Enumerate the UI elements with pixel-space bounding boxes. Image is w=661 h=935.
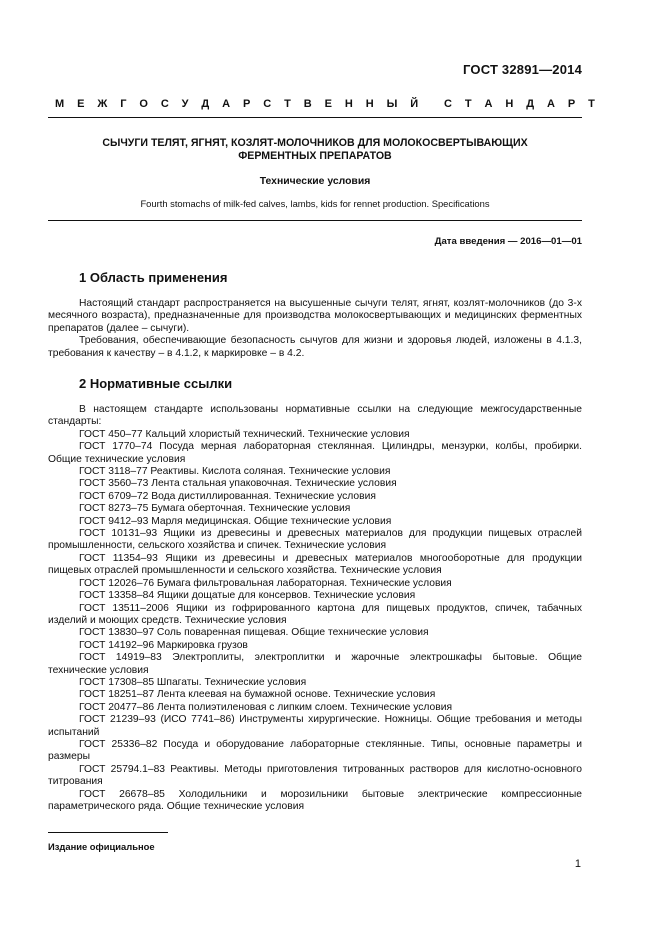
paragraph: Требования, обеспечивающие безопасность сычугов для жизни и здоровья людей, изложены в 4.1.3, требования к качеству – в 4.1.2, к маркировке – в 4.2. [48,335,582,359]
banner-letter: Ж [97,98,108,110]
reference-item: ГОСТ 13511–2006 Ящики из гофрированного картона для пищевых продуктов, спичек, табачных изделий и моющих средств. Технические условия [48,602,582,626]
page-number: 1 [574,858,581,870]
header-divider [48,117,582,118]
reference-item: ГОСТ 1770–74 Посуда мерная лабораторная стеклянная. Цилиндры, мензурки, колбы, пробирки. Общие технические условия [48,441,582,465]
reference-item: ГОСТ 11354–93 Ящики из древесины и древесных материалов многооборотные для продукции пищевых отраслей промышленности и сельского хозяйства. Технические условия [48,552,582,577]
banner-letter: Н [344,98,353,110]
banner-letter: Т [284,98,291,110]
banner-letter: Е [324,98,332,110]
banner-letter: О [139,98,148,110]
banner-letter: В [303,98,312,110]
reference-item: ГОСТ 21239–93 (ИСО 7741–86) Инструменты хирургические. Ножницы. Общие требования и методы испытаний [48,714,582,738]
banner-letter: У [181,98,189,110]
reference-item: ГОСТ 3560–73 Лента стальная упаковочная. Технические условия [79,478,397,490]
banner-letter: Р [567,98,576,110]
banner-letter: С [444,98,452,110]
english-title: Fourth stomachs of milk-fed calves, lambs, kids for rennet production. Specifications [140,198,490,209]
reference-item: ГОСТ 14192–96 Маркировка грузов [79,639,248,651]
reference-item: ГОСТ 26678–85 Холодильники и морозильники бытовые электрические компрессионные параметрического ряда. Общие технические условия [48,788,582,812]
reference-item: ГОСТ 3118–77 Реактивы. Кислота соляная. Технические условия [79,466,391,478]
reference-item: ГОСТ 20477–86 Лента полиэтиленовая с липким слоем. Технические условия [79,701,453,713]
banner-letter: Р [243,98,251,110]
banner-letter: А [546,98,555,110]
reference-item: ГОСТ 6709–72 Вода дистиллированная. Технические условия [79,490,376,502]
reference-item: ГОСТ 13358–84 Ящики дощатые для консервов. Технические условия [79,590,416,602]
standard-code: ГОСТ 32891—2014 [463,62,582,77]
section-2-heading: 2 Нормативные ссылки [79,376,233,391]
banner-letter: Ы [386,98,398,110]
paragraph: Настоящий стандарт распространяется на высушенные сычуги телят, ягнят, козлят-молочников (до 3-х месячного возраста), предназначенные для производства молокосвертывающих и медицинских ферментных препаратов (далее – сычуги). [48,298,582,334]
standard-banner [55,98,595,110]
reference-item: ГОСТ 10131–93 Ящики из древесины и древесных материалов для продукции пищевых отраслей промышленности, сельского хозяйства и спичек. Технические условия [48,528,582,552]
title-line-2: ФЕРМЕНТНЫХ ПРЕПАРАТОВ [238,150,392,162]
banner-letter: Н [365,98,374,110]
reference-item: ГОСТ 18251–87 Лента клеевая на бумажной основе. Технические условия [79,689,436,701]
banner-letter: М [55,98,65,110]
banner-letter: Д [526,98,535,110]
reference-item: ГОСТ 12026–76 Бумага фильтровальная лабораторная. Технические условия [79,577,452,589]
section-1-heading: 1 Область применения [79,270,228,285]
section-1-body [48,298,582,360]
banner-letter: Е [77,98,85,110]
banner-letter: Г [120,98,127,110]
footer-divider [48,832,168,833]
banner-letter: Д [201,98,210,110]
paragraph: В настоящем стандарте использованы нормативные ссылки на следующие межгосударственные стандарты: [48,404,582,428]
reference-item: ГОСТ 8273–75 Бумага оберточная. Технические условия [79,503,351,515]
reference-item: ГОСТ 9412–93 Марля медицинская. Общие технические условия [79,515,392,527]
document-subtitle: Технические условия [259,176,371,187]
reference-item: ГОСТ 14919–83 Электроплиты, электроплитки и жарочные электрошкафы бытовые. Общие технические условия [48,652,582,676]
banner-letter: С [160,98,169,110]
section-2-body [48,404,582,813]
reference-item: ГОСТ 25794.1–83 Реактивы. Методы приготовления титрованных растворов для кислотно-основного титрования [48,763,582,788]
reference-item: ГОСТ 450–77 Кальций хлористый технический. Технические условия [79,428,410,440]
reference-item: ГОСТ 17308–85 Шпагаты. Технические условия [79,676,307,688]
banner-letter: Н [505,98,514,110]
banner-letter: Й [410,98,419,110]
reference-item: ГОСТ 25336–82 Посуда и оборудование лабораторные стеклянные. Типы, основные параметры и размеры [48,738,582,763]
banner-letter: Т [588,98,595,110]
title-line-1: СЫЧУГИ ТЕЛЯТ, ЯГНЯТ, КОЗЛЯТ-МОЛОЧНИКОВ ДЛЯ МОЛОКОСВЕРТЫВАЮЩИХ [102,137,528,149]
banner-letter: Т [464,98,472,110]
date-of-introduction: Дата введения — 2016—01—01 [434,236,582,247]
banner-letter: С [263,98,272,110]
official-edition-label: Издание официальное [48,841,155,852]
banner-letter: А [484,98,493,110]
banner-letter: А [222,98,231,110]
normative-references-list [48,429,582,814]
title-divider [48,220,582,221]
reference-item: ГОСТ 13830–97 Соль поваренная пищевая. Общие технические условия [79,627,429,639]
document-title [48,137,582,163]
